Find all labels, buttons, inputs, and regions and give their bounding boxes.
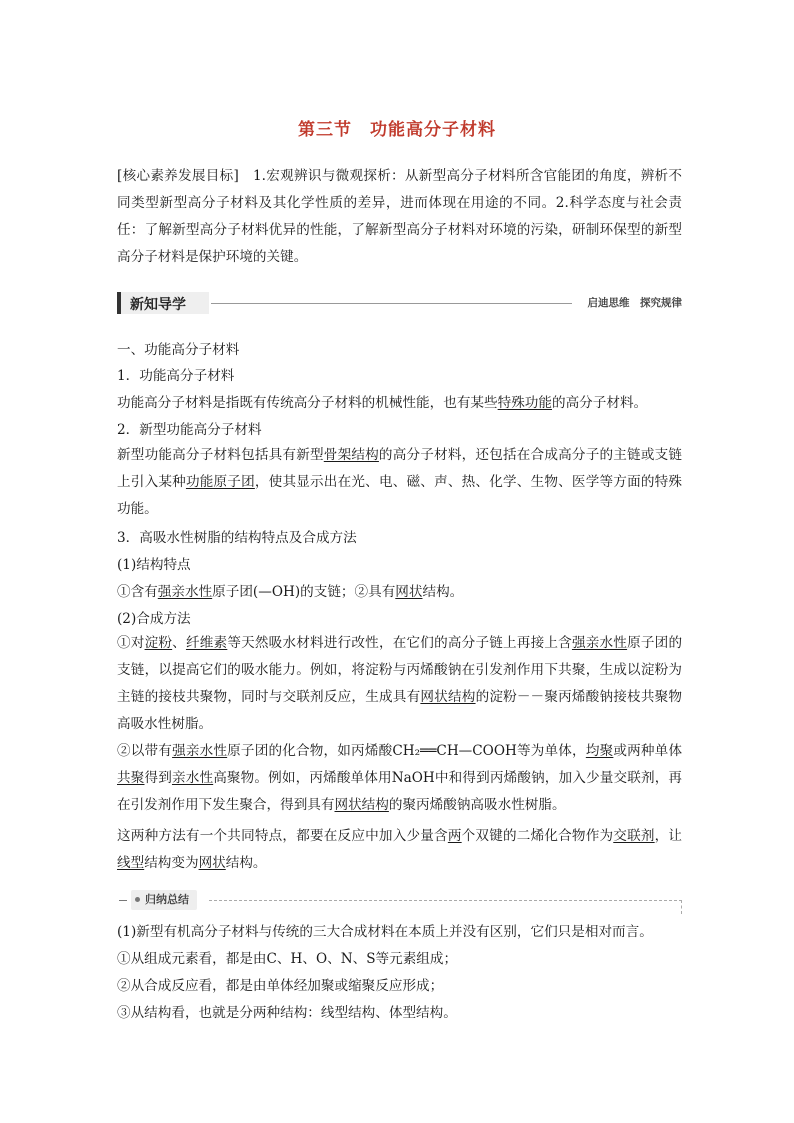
summary-line-4: ③从结构看，也就是分两种结构：线型结构、体型结构。 [117, 1005, 457, 1021]
summary-label-box [131, 890, 197, 910]
text-segment: 原子团的化合物，如丙烯酸CH₂══CH—COOH等为单体， [227, 743, 586, 759]
synthesis-heading: (2)合成方法 [117, 611, 191, 627]
text-segment: 结构。 [225, 855, 267, 871]
section-tag [117, 292, 209, 314]
answer-underline: 两 [447, 828, 462, 844]
structure-line [117, 582, 463, 602]
section-header-new-knowledge [117, 292, 682, 316]
text-segment: 结构变为 [144, 855, 199, 871]
subheading-2: 2．新型功能高分子材料 [117, 422, 262, 438]
page-title [0, 115, 794, 140]
answer-underline: 强亲水性 [157, 584, 213, 600]
text-segment: 的高分子材料，还包括在合成高分子的主链或支链上引入某种 [117, 447, 683, 490]
common-feature-paragraph [117, 823, 682, 877]
summary-line-1: (1)新型有机高分子材料与传统的三大合成材料在本质上并没有区别，它们只是相对而言。 [117, 924, 653, 940]
text-segment: ，让 [654, 828, 683, 844]
text-segment: 的高分子材料。 [552, 395, 648, 411]
structure-heading: (1)结构特点 [117, 557, 191, 573]
answer-underline: 亲水性 [171, 770, 214, 786]
text-segment: 或两种单体 [613, 743, 683, 759]
summary-label: 归纳总结 [145, 893, 189, 906]
answer-underline: 淀粉 [144, 635, 173, 651]
section-divider [211, 303, 572, 304]
answer-underline: 线型 [117, 855, 145, 871]
text-segment: 等天然吸水材料进行改性，在它们的高分子链上再接上含 [227, 635, 572, 651]
answer-underline: 骨架结构 [323, 447, 379, 463]
answer-underline: 功能原子团 [185, 474, 255, 490]
method-1-paragraph [117, 630, 682, 738]
section-subtitle: 启迪思维 探究规律 [587, 297, 682, 309]
summary-divider [209, 900, 682, 901]
text-segment: 高聚物。例如，丙烯酸单体用NaOH中和得到丙烯酸钠，加入少量交联剂，再在引发剂作用下发生聚合，得到具有 [117, 770, 683, 813]
text-segment: 得到 [144, 770, 172, 786]
answer-underline: 特殊功能 [497, 395, 552, 411]
bullet-icon [135, 897, 140, 902]
method-2-paragraph [117, 738, 682, 819]
summary-header [117, 890, 682, 912]
summary-lead-line [119, 900, 127, 901]
summary-corner [681, 900, 682, 914]
title-section-number: 第三节 [298, 120, 352, 140]
text-segment: 的淀粉－－聚丙烯酸钠接枝共聚物高吸水性树脂。 [117, 689, 683, 732]
text-segment: 原子团的支链，以提高它们的吸水能力。例如，将淀粉与丙烯酸钠在引发剂作用下共聚，生成以淀粉为主链的接枝共聚物，同时与交联剂反应，生成具有 [117, 635, 683, 705]
text-segment: 、 [172, 635, 186, 651]
title-topic: 功能高分子材料 [370, 120, 496, 140]
text-segment: 功能高分子材料是指既有传统高分子材料的机械性能，也有某些 [117, 395, 498, 411]
heading-functional-polymers: 一、功能高分子材料 [117, 342, 240, 358]
core-goals-text: 1.宏观辨识与微观探析：从新型高分子材料所含官能团的角度，辨析不同类型新型高分子材料及其化学性质的差异，进而体现在用途的不同。2.科学态度与社会责任：了解新型高分子材料优异的性能，了解新型高分子材料对环境的污染，研制环保型的新型高分子材料是保护环境的关键。 [117, 168, 683, 265]
text-segment: ①含有 [117, 584, 158, 600]
answer-underline: 均聚 [585, 743, 614, 759]
text-segment: 结构。 [422, 584, 464, 600]
text-segment: ，使其显示出在光、电、磁、声、热、化学、生物、医学等方面的特殊功能。 [117, 474, 683, 517]
definition-line [117, 393, 647, 413]
subheading-3: 3．高吸水性树脂的结构特点及合成方法 [117, 530, 357, 546]
text-segment: 的聚丙烯酸钠高吸水性树脂。 [388, 797, 566, 813]
answer-underline: 交联剂 [613, 828, 655, 844]
new-functional-paragraph [117, 442, 682, 523]
text-segment: 这两种方法有一个共同特点，都要在反应中加入少量含 [117, 828, 448, 844]
subheading-1: 1．功能高分子材料 [117, 368, 235, 384]
text-segment: ①对 [117, 635, 145, 651]
text-segment: 新型功能高分子材料包括具有新型 [117, 447, 324, 463]
text-segment: ②以带有 [117, 743, 173, 759]
summary-line-2: ①从组成元素看，都是由C、H、O、N、S等元素组成； [117, 951, 458, 967]
answer-underline: 共聚 [117, 770, 145, 786]
core-goals-paragraph [117, 163, 682, 271]
answer-underline: 网状结构 [420, 689, 476, 705]
answer-underline: 网状结构 [334, 797, 389, 813]
text-segment: 个双键的二烯化合物作为 [461, 828, 614, 844]
answer-underline: 强亲水性 [571, 635, 628, 651]
section-tag-label: 新知导学 [130, 297, 186, 313]
answer-underline: 强亲水性 [172, 743, 228, 759]
answer-underline: 网状 [395, 584, 423, 600]
summary-line-3: ②从合成反应看，都是由单体经加聚或缩聚反应形成； [117, 978, 444, 994]
answer-underline: 网状 [198, 855, 226, 871]
text-segment: 原子团(—OH)的支链；②具有 [212, 584, 396, 600]
answer-underline: 纤维素 [185, 635, 228, 651]
core-goals-label: [核心素养发展目标] [117, 168, 239, 184]
